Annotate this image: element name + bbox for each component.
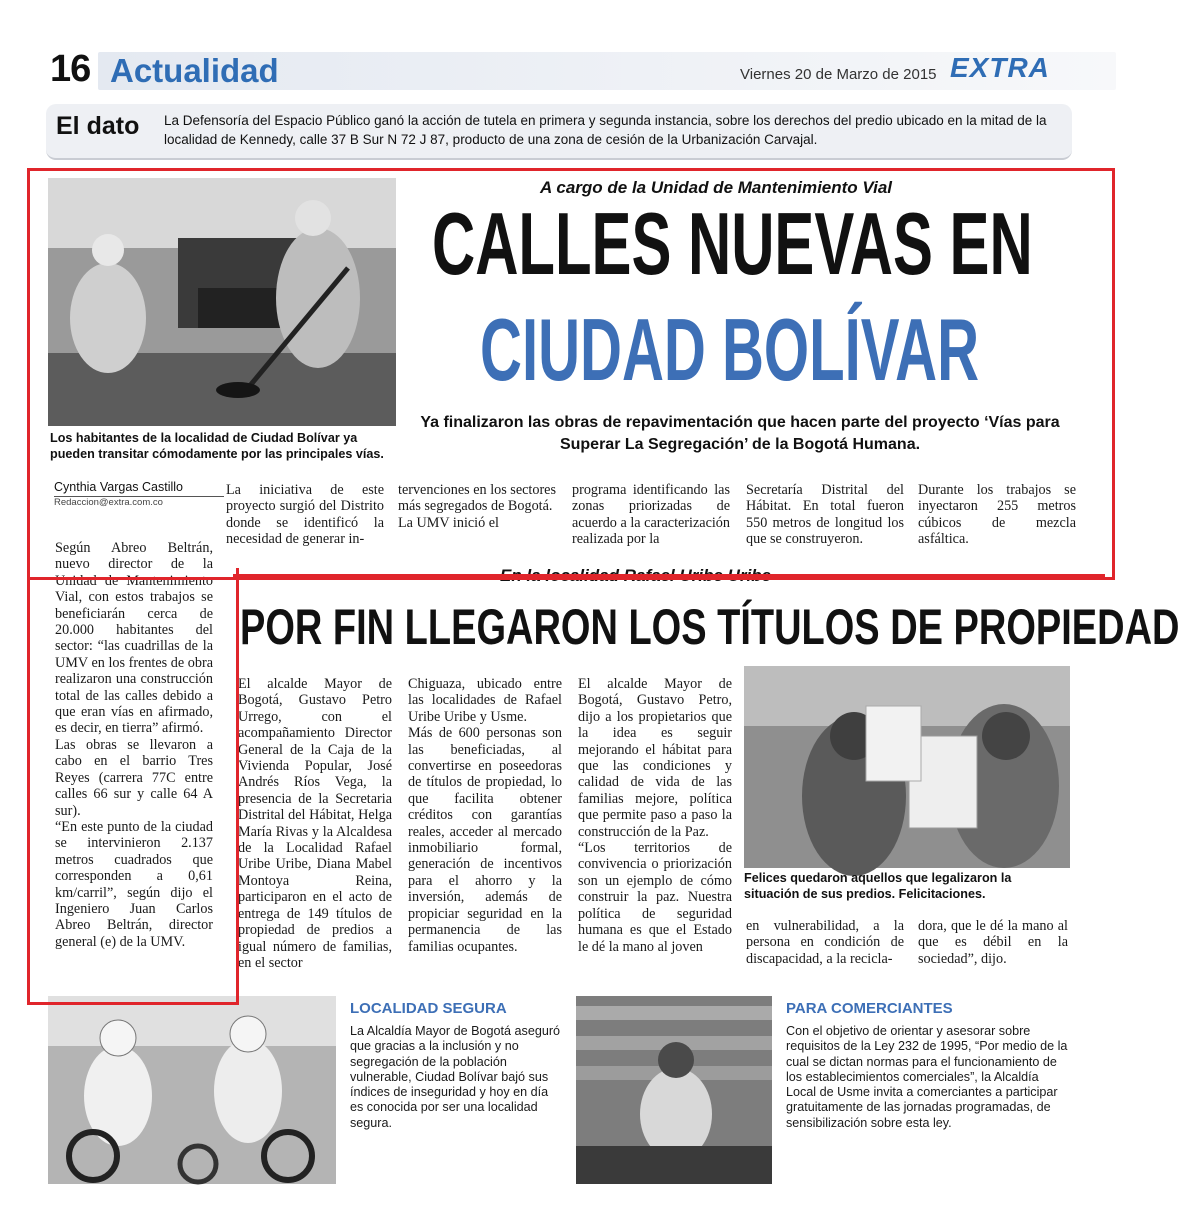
localidad-segura-text: La Alcaldía Mayor de Bogotá aseguró que gracias a la inclusión y no segregación de la población vulnerable, Ciudad Bolívar bajó sus índices de inseguridad y hoy en día es conocida por ser una localidad segura.	[350, 1024, 561, 1130]
page-date: Viernes 20 de Marzo de 2015	[740, 66, 937, 83]
road-workers-image	[48, 178, 396, 426]
article1-column-4: programa identificando las zonas priorizadas de acuerdo a la caracterización realizada por la	[572, 482, 730, 548]
article2-column-5: dora, que le dé la mano al que es débil en la sociedad”, dijo.	[918, 918, 1068, 967]
article1-byline	[54, 480, 224, 508]
article1-subhead: Ya finalizaron las obras de repavimentación que hacen parte del proyecto ‘Vías para Superar La Segregación’ de la Bogotá Humana.	[420, 414, 1060, 453]
article1-column-3: tervenciones en los sectores más segregados de Bogotá. La UMV inició el	[398, 482, 556, 531]
el-dato-box	[46, 104, 1072, 160]
titles-photo-caption: Felices quedaron aquellos que legalizaron la situación de sus predios. Felicitaciones.	[744, 871, 1012, 901]
article1-headline-line2: CIUDAD BOLÍVAR	[480, 300, 980, 399]
police-motorcycles-image	[48, 996, 336, 1184]
page-number: 16	[50, 48, 91, 90]
property-titles-photo	[744, 666, 1070, 868]
article1-column-5: Secretaría Distrital del Hábitat. En total fueron 550 metros de longitud los que se construyeron.	[746, 482, 904, 548]
article1-kicker: A cargo de la Unidad de Mantenimiento Vial	[540, 178, 893, 197]
author-email: Redaccion@extra.com.co	[54, 497, 163, 508]
localidad-segura-title: LOCALIDAD SEGURA	[350, 1000, 507, 1017]
el-dato-label: El dato	[56, 112, 140, 140]
page-header	[40, 46, 1074, 94]
article2-column-4: en vulnerabilidad, a la persona en condición de discapacidad, a la recicla-	[746, 918, 904, 967]
article2-headline: POR FIN LLEGARON LOS TÍTULOS DE PROPIEDAD	[240, 599, 1180, 655]
article2-kicker: En la localidad Rafael Uribe Uribe	[500, 566, 772, 585]
para-comerciantes-title: PARA COMERCIANTES	[786, 1000, 953, 1017]
shopkeeper-photo	[576, 996, 772, 1184]
police-motorcycles-photo	[48, 996, 336, 1184]
shopkeeper-image	[576, 996, 772, 1184]
el-dato-text: La Defensoría del Espacio Público ganó la acción de tutela en primera y segunda instancia, sobre los derechos del predio ubicado en la mitad de la localidad de Kennedy, calle 37 B Sur N 72 J 87, producto de una zona de cesión de la Urbanización Carvajal.	[164, 113, 1047, 147]
article2-column-2: Chiguaza, ubicado entre las localidades de Rafael Uribe Uribe y Usme. Más de 600 personas son las beneficiadas, al convertirse en poseedoras de títulos de propiedad, lo que facilita obtener créditos con garantías reales, acceder al mercado inmobiliario formal, generación de incentivos para el ahorro y la inversión, además de propiciar seguridad en la permanencia de las familias ocupantes.	[408, 676, 562, 955]
article1-column-2: La iniciativa de este proyecto surgió del Distrito donde se identificó la necesidad de generar in-	[226, 482, 384, 548]
article1-headline-line1: CALLES NUEVAS EN	[432, 194, 1033, 293]
brand-logo: EXTRA	[950, 52, 1050, 83]
road-photo-caption: Los habitantes de la localidad de Ciudad Bolívar ya pueden transitar cómodamente por las principales vías.	[50, 431, 384, 461]
article2-column-3: El alcalde Mayor de Bogotá, Gustavo Petro, dijo a los propietarios que la idea es seguir mejorando el hábitat para que las condiciones y calidad de vida de las familias mejore, política que permite paso a paso la construcción de la Paz. “Los territorios de convivencia o priorización son un ejemplo de cómo construir la paz. Nuestra política de seguridad humana es que el Estado le dé la mano al joven	[578, 676, 732, 955]
road-workers-photo	[48, 178, 396, 426]
article2-column-1: El alcalde Mayor de Bogotá, Gustavo Petro Urrego, con el acompañamiento Director General de la Caja de la Vivienda Popular, José Andrés Ríos Vega, la presencia de la Secretaria Distrital del Hábitat, Helga María Rivas y la Alcaldesa de la Localidad Rafael Uribe Uribe, Diana Mabel Montoya Reina, participaron en el acto de entrega de 149 títulos de propiedad de predios a igual número de familias, en el sector	[238, 676, 392, 971]
section-title: Actualidad	[110, 52, 279, 89]
article1-column-6: Durante los trabajos se inyectaron 255 metros cúbicos de mezcla asfáltica.	[918, 482, 1076, 548]
article1-column-1: Según Abreo Beltrán, nuevo director de la Unidad de Mantenimiento Vial, con estos trabajos se beneficiarán cerca de 20.000 habitantes del sector: “las cuadrillas de la UMV en los frentes de obra realizaron una construcción total de las calles debido a que eran vías en afirmado, es decir, en tierra” afirmó. Las obras se llevaron a cabo en el barrio Tres Reyes (carrera 77C entre calles 66 sur y calle 64 A sur). “En este punto de la ciudad se intervinieron 2.137 metros cuadrados que corresponden a 0,61 km/carril”, según dijo el Ingeniero Juan Carlos Abreo Beltrán, director general (e) de la UMV.	[55, 540, 213, 950]
author-name: Cynthia Vargas Castillo	[54, 480, 183, 494]
para-comerciantes-text: Con el objetivo de orientar y asesorar sobre requisitos de la Ley 232 de 1995, “Por medio de la cual se dictan normas para el funcionamiento de los establecimientos comerciales”, la Alcaldía Local de Usme invita a comerciantes a participar gratuitamente de las jornadas programadas, de sensibilización sobre esta ley.	[786, 1024, 1068, 1130]
property-titles-image	[744, 666, 1070, 868]
